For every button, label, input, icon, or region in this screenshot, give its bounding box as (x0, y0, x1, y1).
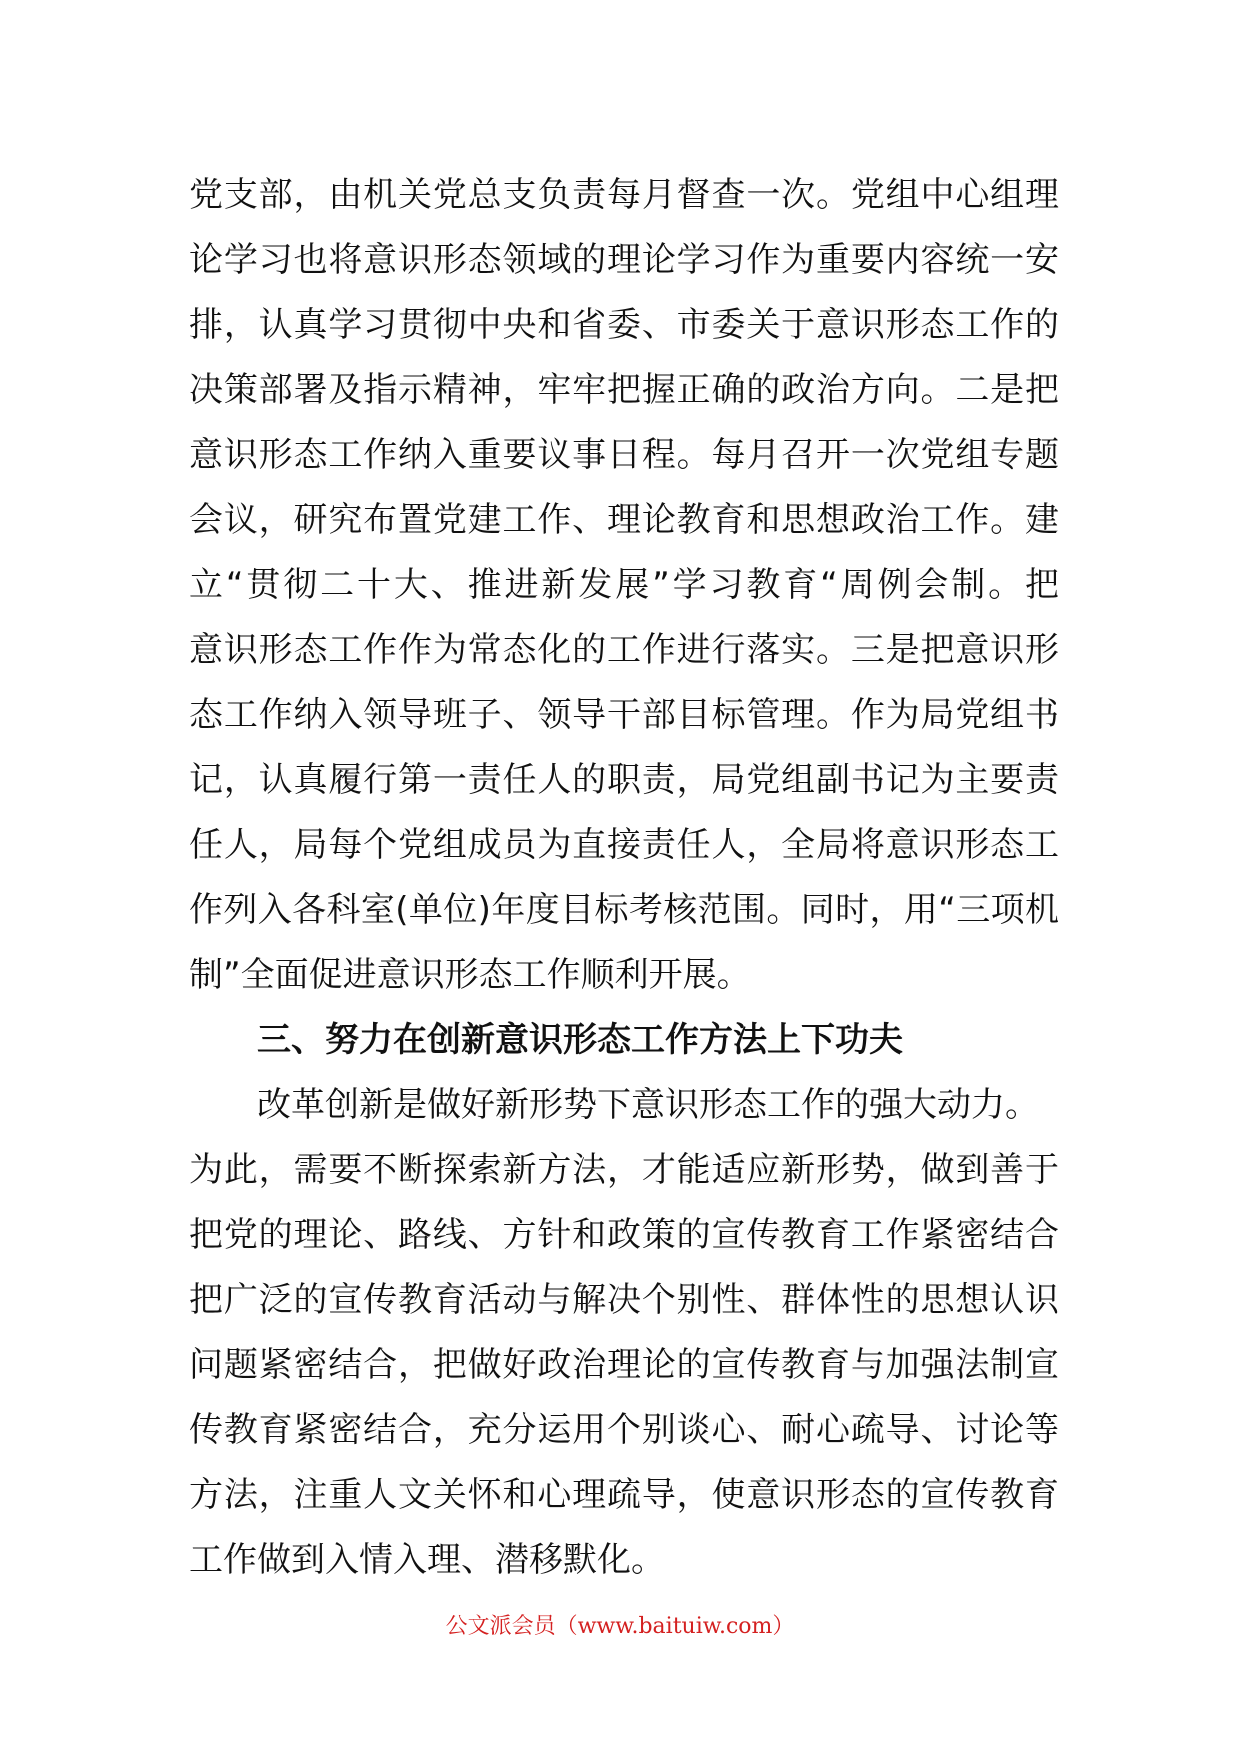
body-line: 为此，需要不断探索新方法，才能适应新形势，做到善于 (189, 1150, 1059, 1190)
body-line: 传教育紧密结合，充分运用个别谈心、耐心疏导、讨论等 (189, 1410, 1059, 1450)
body-line: 论学习也将意识形态领域的理论学习作为重要内容统一安 (189, 240, 1059, 280)
body-line: 把广泛的宣传教育活动与解决个别性、群体性的思想认识 (189, 1280, 1059, 1320)
body-line: 会议，研究布置党建工作、理论教育和思想政治工作。建 (189, 500, 1059, 540)
body-line: 意识形态工作纳入重要议事日程。每月召开一次党组专题 (189, 435, 1059, 475)
body-line: 把党的理论、路线、方针和政策的宣传教育工作紧密结合 (189, 1215, 1059, 1255)
body-line: 意识形态工作作为常态化的工作进行落实。三是把意识形 (189, 630, 1059, 670)
body-line-paragraph-end: 制”全面促进意识形态工作顺利开展。 (189, 955, 751, 995)
body-line: 作列入各科室(单位)年度目标考核范围。同时，用“三项机 (189, 890, 1059, 930)
document-body (189, 163, 1059, 1593)
body-line: 决策部署及指示精神，牢牢把握正确的政治方向。二是把 (189, 370, 1059, 410)
body-line: 问题紧密结合，把做好政治理论的宣传教育与加强法制宣 (189, 1345, 1059, 1385)
body-line: 党支部，由机关党总支负责每月督查一次。党组中心组理 (189, 175, 1059, 215)
section-heading: 三、努力在创新意识形态工作方法上下功夫 (257, 1020, 903, 1060)
paragraph-first-line: 改革创新是做好新形势下意识形态工作的强大动力。 (257, 1085, 1039, 1125)
body-line: 态工作纳入领导班子、领导干部目标管理。作为局党组书 (189, 695, 1059, 735)
body-line: 立“贯彻二十大、推进新发展”学习教育“周例会制。把 (189, 565, 1059, 605)
body-line: 记，认真履行第一责任人的职责，局党组副书记为主要责 (189, 760, 1059, 800)
body-line-paragraph-end: 工作做到入情入理、潜移默化。 (189, 1540, 665, 1580)
body-line: 任人，局每个党组成员为直接责任人，全局将意识形态工 (189, 825, 1059, 865)
footer-watermark-link[interactable]: 公文派会员（www.baituiw.com） (445, 1614, 795, 1639)
body-line: 方法，注重人文关怀和心理疏导，使意识形态的宣传教育 (189, 1475, 1059, 1515)
body-line: 排，认真学习贯彻中央和省委、市委关于意识形态工作的 (189, 305, 1059, 345)
